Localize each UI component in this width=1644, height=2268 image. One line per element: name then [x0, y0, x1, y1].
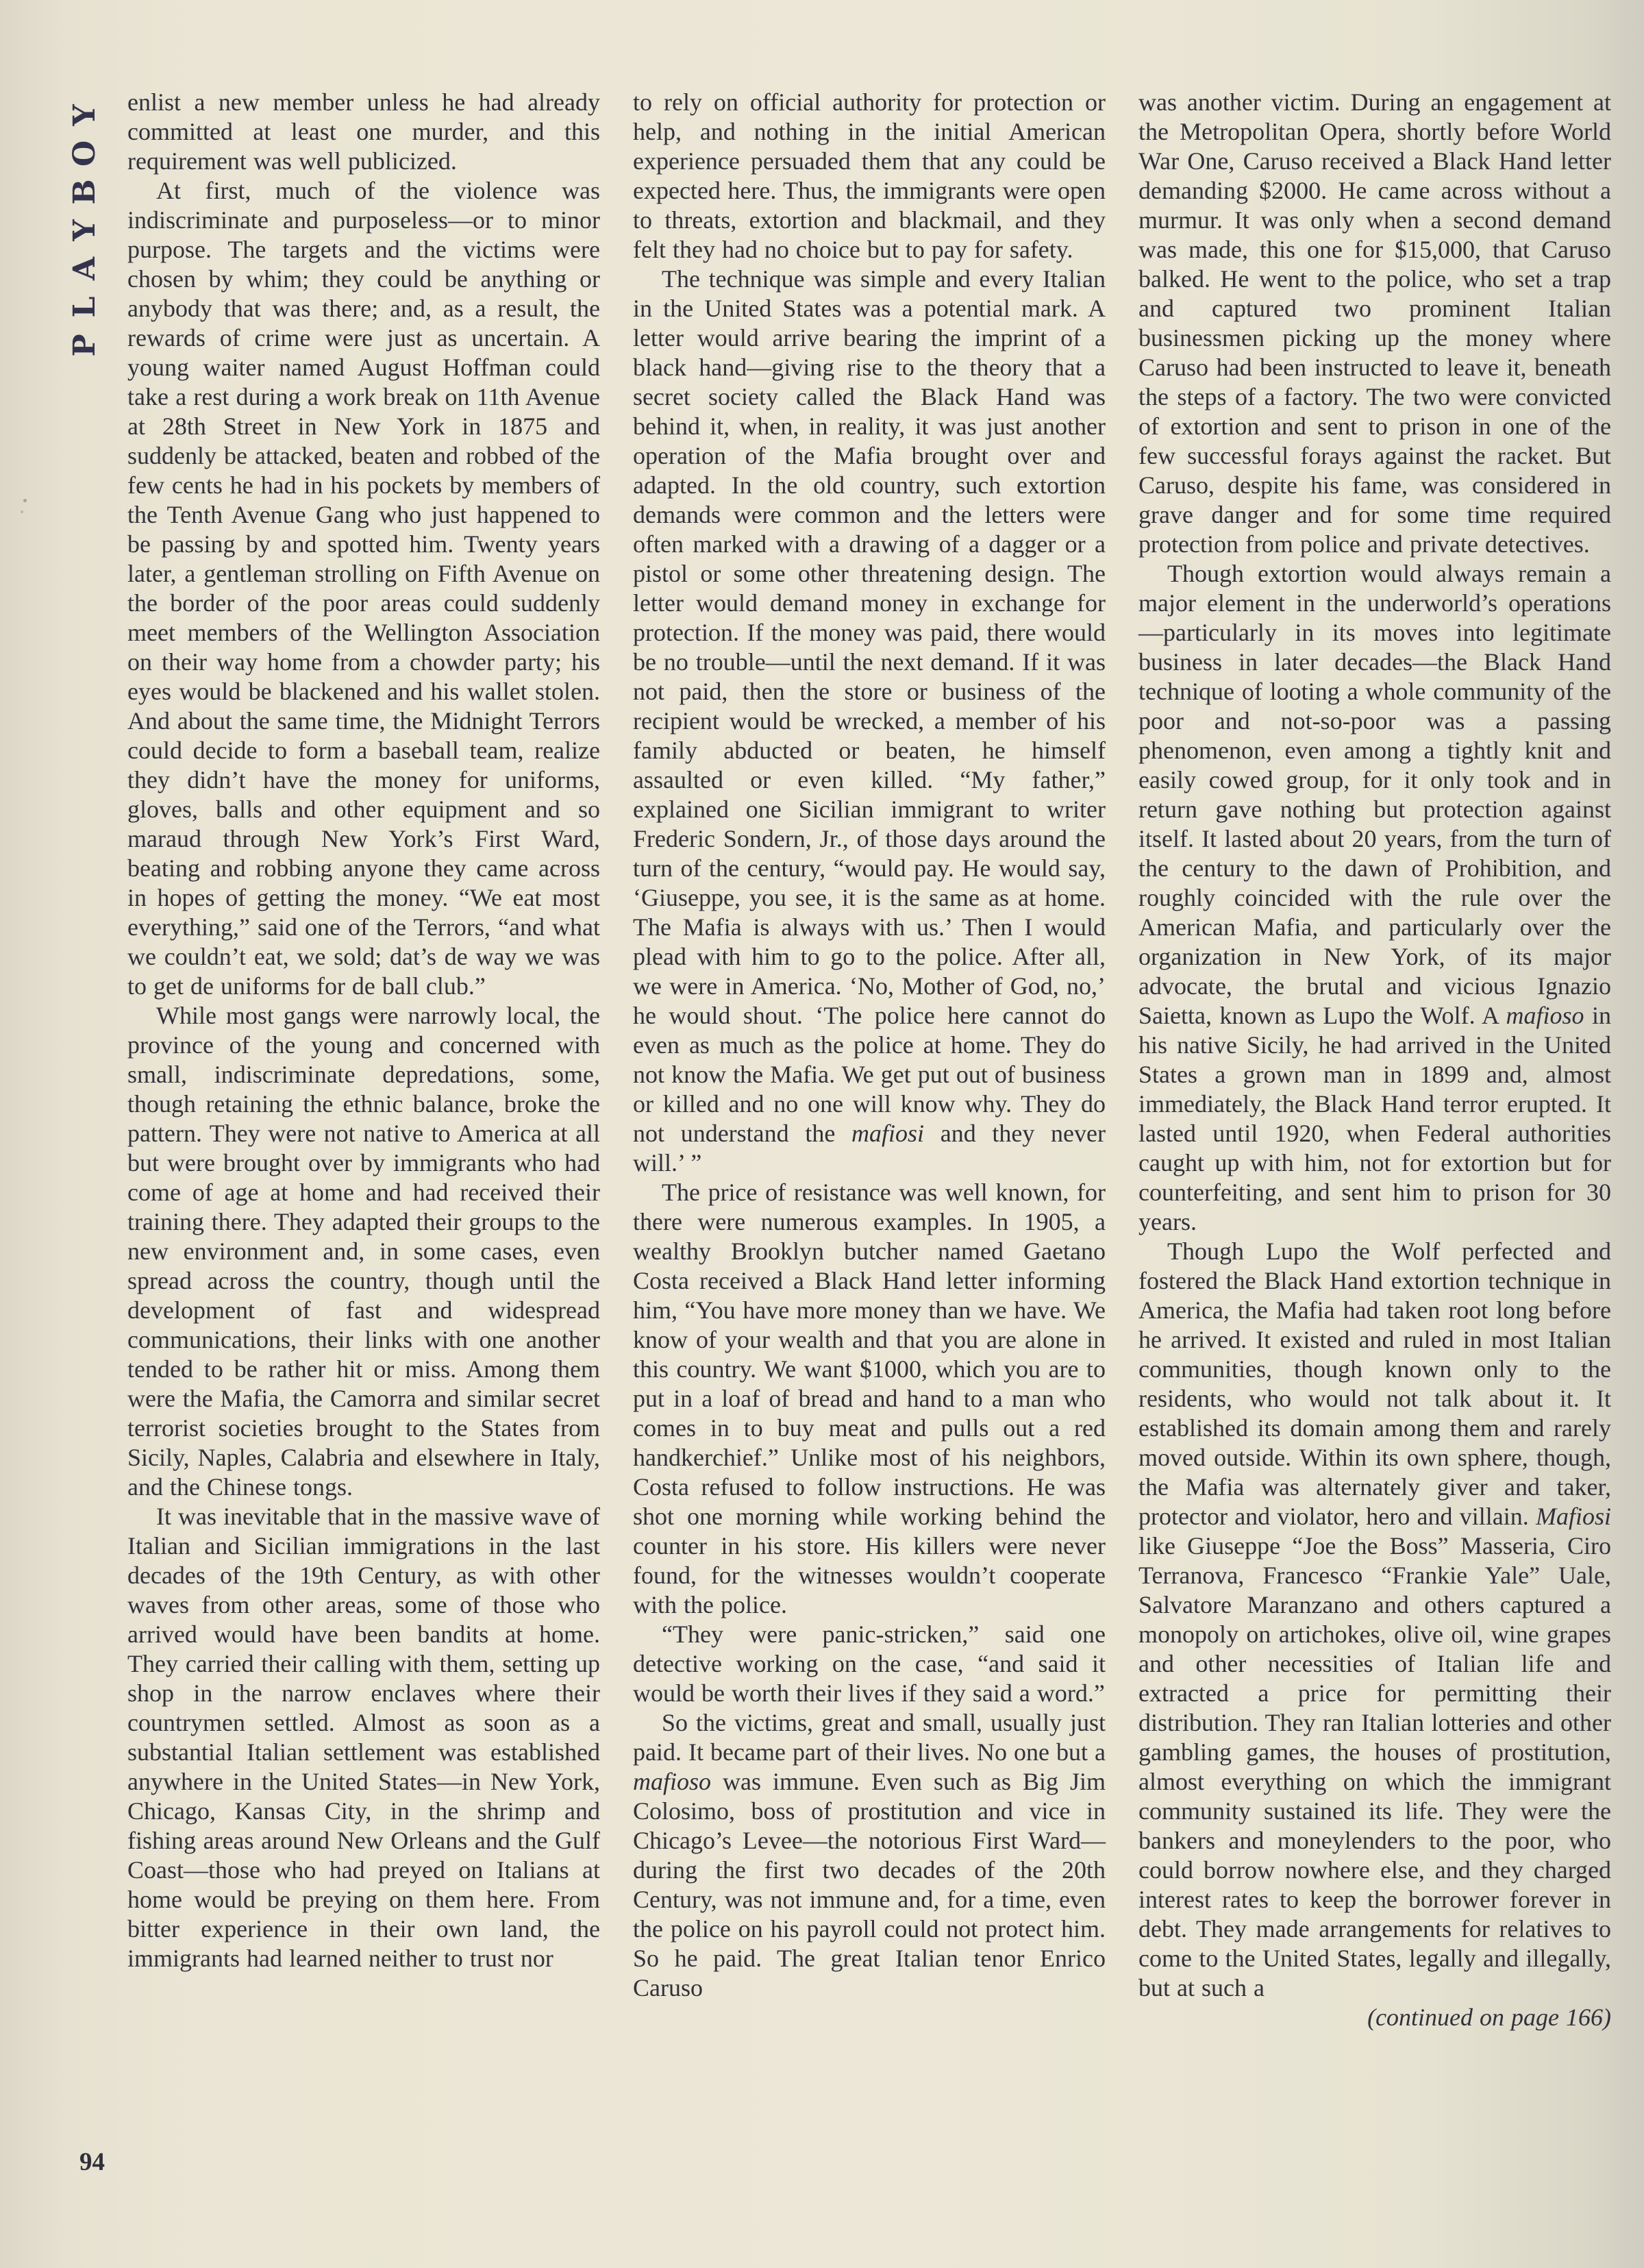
- paper-speck: [21, 510, 23, 513]
- article-paragraph: While most gangs were narrowly local, the province of the young and concerned with small, indiscriminate depredations, some, though retaining the ethnic balance, broke the pattern. They were not native to America at all but were brought over by immigrants who had come of age at home and had received their training there. They adapted their groups to the new environment and, in some cases, even spread across the country, though until the development of fast and widespread communications, their links with one another tended to be rather hit or miss. Among them were the Mafia, the Camorra and similar secret terrorist societies brought to the States from Sicily, Naples, Calabria and elsewhere in Italy, and the Chinese tongs.: [127, 1002, 600, 1501]
- article-paragraph: Though extortion would always remain a major element in the underworld’s operations—particularly in its moves into legitimate business in later decades—the Black Hand technique of looting a whole community of the poor and not-so-poor was a passing phenomenon, even among a tightly knit and easily cowed group, for it only took and in return gave nothing but protection against itself. It lasted about 20 years, from the turn of the century to the dawn of Prohibition, and roughly coincided with the rule over the American Mafia, and particularly over the organization in New York, of its major advocate, the brutal and vicious Ignazio Saietta, known as Lupo the Wolf. A mafioso in his native Sicily, he had arrived in the United States a grown man in 1899 and, almost immediately, the Black Hand terror erupted. It lasted until 1920, when Federal authorities caught up with him, not for extortion but for counterfeiting, and sent him to prison for 30 years.: [1138, 560, 1611, 1235]
- spine-letter: P: [67, 334, 102, 357]
- article-paragraph: enlist a new member unless he had already committed at least one murder, and this requirement was well publicized.: [127, 88, 600, 175]
- spine-letter: O: [67, 140, 102, 167]
- spine-letter: Y: [67, 104, 102, 126]
- article-paragraph: Though Lupo the Wolf perfected and fostered the Black Hand extortion technique in America, the Mafia had taken root long before he arrived. It existed and ruled in most Italian communities, though known only to the residents, who would not talk about it. It established its domain among them and rarely moved outside. Within its own sphere, though, the Mafia was alternately giver and taker, protector and violator, hero and villain. Mafiosi like Giuseppe “Joe the Boss” Masseria, Ciro Terranova, Francesco “Frankie Yale” Uale, Salvatore Maranzano and others captured a monopoly on artichokes, olive oil, wine grapes and other necessities of Italian life and extracted a price for permitting their distribution. They ran Italian lotteries and other gambling games, the houses of prostitution, almost everything on which the immigrant community sustained its life. They were the bankers and moneylenders to the poor, who could borrow nowhere else, and they charged interest rates to keep the borrower forever in debt. They made arrangements for relatives to come to the United States, legally and illegally, but at such a: [1138, 1237, 1611, 2001]
- article-paragraph: The price of resistance was well known, for there were numerous examples. In 1905, a wealthy Brooklyn butcher named Gaetano Costa received a Black Hand letter informing him, “You have more money than we have. We know of your wealth and that you are alone in this country. We want $1000, which you are to put in a loaf of bread and hand to a man who comes in to buy meat and pulls out a red handkerchief.” Unlike most of his neighbors, Costa refused to follow instructions. He was shot one morning while working behind the counter in his store. His killers were never found, for the witnesses wouldn’t cooperate with the police.: [633, 1179, 1106, 1618]
- article-paragraph: “They were panic-stricken,” said one detective working on the case, “and said it would be worth their lives if they said a word.”: [633, 1620, 1106, 1707]
- page-number: 94: [79, 2148, 105, 2176]
- article-column: [1138, 88, 1611, 2032]
- article-paragraph: The technique was simple and every Italian in the United States was a potential mark. A letter would arrive bearing the imprint of a black hand—giving rise to the theory that a secret society called the Black Hand was behind it, when, in reality, it was just another operation of the Mafia brought over and adapted. In the old country, such extortion demands were common and the letters were often marked with a drawing of a dagger or a pistol or some other threatening design. The letter would demand money in exchange for protection. If the money was paid, there would be no trouble—until the next demand. If it was not paid, then the store or business of the recipient would be wrecked, a member of his family abducted or beaten, he himself assaulted or even killed. “My father,” explained one Sicilian immigrant to writer Frederic Sondern, Jr., of those days around the turn of the century, “would pay. He would say, ‘Giuseppe, you see, it is the same as at home. The Mafia is always with us.’ Then I would plead with him to go to the police. After all, we were in America. ‘No, Mother of God, no,’ he would shout. ‘The police here cannot do even as much as the police at home. They do not know the Mafia. We get put out of business or killed and no one will know why. They do not understand the mafiosi and they never will.’ ”: [633, 265, 1106, 1176]
- spine-letter: L: [67, 296, 102, 318]
- spine-letter: Y: [67, 219, 102, 241]
- paper-speck: [23, 499, 27, 502]
- spine-letter: A: [67, 256, 102, 281]
- article-paragraph: to rely on official authority for protection or help, and nothing in the initial American experience persuaded them that any could be expected here. Thus, the immigrants were open to threats, extortion and blackmail, and they felt they had no choice but to pay for safety.: [633, 88, 1106, 263]
- magazine-spine-text: [64, 96, 105, 365]
- article-paragraph: It was inevitable that in the massive wave of Italian and Sicilian immigrations in the last decades of the 19th Century, as with other waves from other areas, some of those who arrived would have been bandits at home. They carried their calling with them, setting up shop in the narrow enclaves where their countrymen settled. Almost as soon as a substantial Italian settlement was established anywhere in the United States—in New York, Chicago, Kansas City, in the shrimp and fishing areas around New Orleans and the Gulf Coast—those who had preyed on Italians at home would be preying on them here. From bitter experience in their own land, the immigrants had learned neither to trust nor: [127, 1503, 600, 1972]
- article-paragraph: At first, much of the violence was indiscriminate and purposeless—or to minor purpose. The targets and the victims were chosen by whim; they could be anything or anybody that was there; and, as a result, the rewards of crime were just as uncertain. A young waiter named August Hoffman could take a rest during a work break on 11th Avenue at 28th Street in New York in 1875 and suddenly be attacked, beaten and robbed of the few cents he had in his pockets by members of the Tenth Avenue Gang who just happened to be passing by and spotted him. Twenty years later, a gentleman strolling on Fifth Avenue on the border of the poor areas could suddenly meet members of the Wellington Association on their way home from a chowder party; his eyes would be blackened and his wallet stolen. And about the same time, the Midnight Terrors could decide to form a baseball team, realize they didn’t have the money for uniforms, gloves, balls and other equipment and so maraud through New York’s First Ward, beating and robbing anyone they came across in hopes of getting the money. “We eat most everything,” said one of the Terrors, “and what we couldn’t eat, we sold; dat’s de way we was to get de uniforms for de ball club.”: [127, 177, 600, 1000]
- continued-note: (continued on page 166): [1367, 2004, 1611, 2031]
- article-paragraph: was another victim. During an engagement at the Metropolitan Opera, shortly before World War One, Caruso received a Black Hand letter demanding $2000. He came across without a murmur. It was only when a second demand was made, this one for $15,000, that Caruso balked. He went to the police, who set a trap and captured two prominent Italian businessmen picking up the money where Caruso had been instructed to leave it, beneath the steps of a factory. The two were convicted of extortion and sent to prison in one of the few successful forays against the racket. But Caruso, despite his fame, was considered in grave danger and for some time required protection from police and private detectives.: [1138, 88, 1611, 558]
- article-column: [127, 88, 600, 2032]
- article-column: [633, 88, 1106, 2032]
- article-paragraph: So the victims, great and small, usually just paid. It became part of their lives. No one but a mafioso was immune. Even such as Big Jim Colosimo, boss of prostitution and vice in Chicago’s Levee—the notorious First Ward—during the first two decades of the 20th Century, was not immune and, for a time, even the police on his payroll could not protect him. So he paid. The great Italian tenor Enrico Caruso: [633, 1709, 1106, 2001]
- spine-letter: B: [67, 179, 102, 205]
- article-columns: [127, 88, 1611, 2032]
